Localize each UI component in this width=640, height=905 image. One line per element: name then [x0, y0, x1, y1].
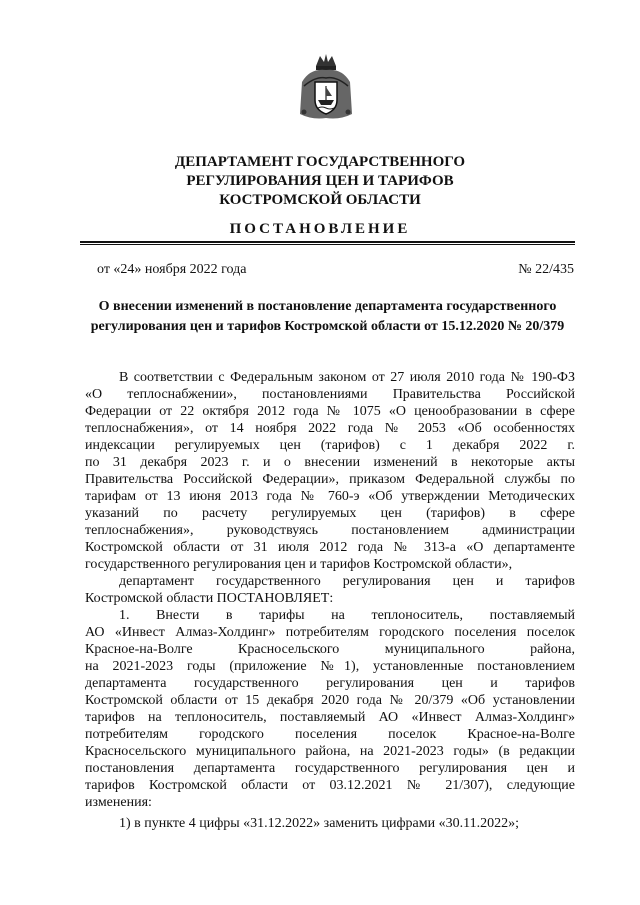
body-line: тарифов на теплоноситель, поставляемый АО «Инвест Алмаз-Холдинг» [85, 710, 575, 725]
body-line: Федерации от 22 октября 2012 года № 1075 «О ценообразовании в сфере [85, 404, 575, 419]
body-line: департамент государственного регулирования цен и тарифов [119, 574, 575, 589]
body-line: указаний по расчету регулируемых цен (тарифов) в сфере [85, 506, 575, 521]
department-name-line-2: РЕГУЛИРОВАНИЯ ЦЕН И ТАРИФОВ [186, 173, 454, 189]
body-line: Красное-на-Волге Красносельского муниципального района, [85, 642, 575, 657]
body-line: изменения: [85, 795, 152, 810]
coat-of-arms-icon [296, 52, 356, 122]
body-line: индексации регулируемых цен (тарифов) с 1 декабря 2022 г. [85, 438, 575, 453]
body-line: департамента государственного регулирования цен и тарифов [85, 676, 575, 691]
header-divider-thin [80, 244, 575, 245]
department-name-line-3: КОСТРОМСКОЙ ОБЛАСТИ [219, 192, 421, 208]
body-line: тарифам от 13 июня 2013 года № 760-э «Об утверждении Методических [85, 489, 575, 504]
body-line: 1) в пункте 4 цифры «31.12.2022» заменить цифрами «30.11.2022»; [119, 816, 519, 831]
body-line: 1. Внести в тарифы на теплоноситель, поставляемый [119, 608, 575, 623]
body-line: тарифов Костромской области от 03.12.2021 № 21/307), следующие [85, 778, 575, 793]
body-line: АО «Инвест Алмаз-Холдинг» потребителям городского поселения поселок [85, 625, 575, 640]
header-divider-thick [80, 241, 575, 243]
document-subject-line-2: регулирования цен и тарифов Костромской области от 15.12.2020 № 20/379 [90, 319, 565, 334]
body-line: Костромской области ПОСТАНОВЛЯЕТ: [85, 591, 334, 606]
document-subject-line-1: О внесении изменений в постановление департамента государственного [98, 299, 557, 314]
body-line: Красносельского муниципального района, на 2021-2023 годы» (в редакции [85, 744, 575, 759]
body-line: Костромской области от 31 июля 2012 года № 313-а «О департаменте [85, 540, 575, 555]
body-line: теплоснабжения», от 14 ноября 2022 года № 2053 «Об особенностях [85, 421, 575, 436]
body-line: на 2021-2023 годы (приложение №1), установленные постановлением [85, 659, 575, 674]
body-line: «О теплоснабжении», постановлениями Правительства Российской [85, 387, 575, 402]
body-line: Костромской области от 15 декабря 2020 года № 20/379 «Об установлении [85, 693, 575, 708]
body-line: Правительства Российской Федерации», приказом Федеральной службы по [85, 472, 575, 487]
body-line: постановления департамента государственного регулирования цен и [85, 761, 575, 776]
body-line: государственного регулирования цен и тарифов Костромской области», [85, 557, 513, 572]
department-name-line-1: ДЕПАРТАМЕНТ ГОСУДАРСТВЕННОГО [174, 154, 466, 170]
body-line: теплоснабжения», руководствуясь постановлением администрации [85, 523, 575, 538]
body-line: В соответствии с Федеральным законом от 27 июля 2010 года № 190-ФЗ [119, 370, 575, 385]
document-type-title: ПОСТАНОВЛЕНИЕ [229, 221, 411, 237]
document-date: от «24» ноября 2022 года [97, 262, 247, 277]
body-line: по 31 декабря 2023 г. и о внесении изменений в некоторые акты [85, 455, 575, 470]
document-number: № 22/435 [518, 262, 574, 277]
body-line: потребителям городского поселения поселок Красное-на-Волге [85, 727, 575, 742]
